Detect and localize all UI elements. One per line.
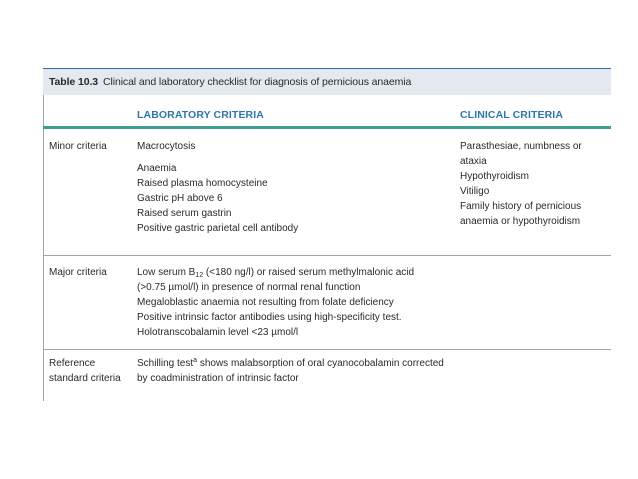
row-label-reference: Reference standard criteria [49, 358, 121, 384]
b12-prefix: Low serum B [137, 267, 196, 278]
list-item: anaemia or hypothyroidism [460, 216, 581, 227]
list-item: Raised serum gastrin [137, 208, 232, 219]
list-item: Positive intrinsic factor antibodies using high-specificity test. [137, 312, 402, 323]
minor-clinical-list [460, 139, 610, 229]
criteria-table [43, 68, 611, 399]
list-item: Raised plasma homocysteine [137, 178, 268, 189]
minor-laboratory-list [137, 139, 457, 236]
list-item: Holotranscobalamin level <23 µmol/l [137, 327, 299, 338]
table-row-major [43, 256, 611, 350]
list-item: Schilling test$^a$ shows malabsorption of oral cyanocobalamin corrected [137, 357, 444, 369]
list-item: Family history of pernicious [460, 201, 582, 212]
table-row-minor [43, 129, 611, 256]
table-caption [43, 68, 611, 95]
list-item: Gastric pH above 6 [137, 193, 223, 204]
list-item: Hypothyroidism [460, 171, 529, 182]
b12-subscript: 12 [195, 272, 204, 279]
list-item: Parasthesiae, numbness or [460, 141, 582, 152]
reference-laboratory-list [137, 356, 457, 386]
list-item: Macrocytosis [137, 141, 196, 152]
list-item: by coadministration of intrinsic factor [137, 373, 299, 384]
major-laboratory-list [137, 265, 457, 340]
list-item: Positive gastric parietal cell antibody [137, 223, 299, 234]
b12-suffix: (<180 ng/l) or raised serum methylmalonic acid [203, 267, 415, 278]
table-number: Table 10.3 [49, 76, 98, 88]
list-item: Vitiligo [460, 186, 490, 197]
table-title: Clinical and laboratory checklist for diagnosis of pernicious anaemia [103, 76, 412, 88]
row-label-minor: Minor criteria [49, 141, 107, 152]
table-header-row [43, 95, 611, 129]
footnote-marker: a [193, 357, 198, 364]
header-laboratory-criteria: LABORATORY CRITERIA [137, 109, 264, 121]
row-label-major: Major criteria [49, 267, 107, 278]
list-item: ataxia [460, 156, 487, 167]
table-row-reference [43, 350, 611, 399]
list-item [137, 265, 457, 280]
header-clinical-criteria: CLINICAL CRITERIA [460, 109, 564, 121]
list-item: Anaemia [137, 163, 177, 174]
list-item: (>0.75 µmol/l) in presence of normal renal function [137, 282, 361, 293]
list-item: Megaloblastic anaemia not resulting from folate deficiency [137, 297, 394, 308]
